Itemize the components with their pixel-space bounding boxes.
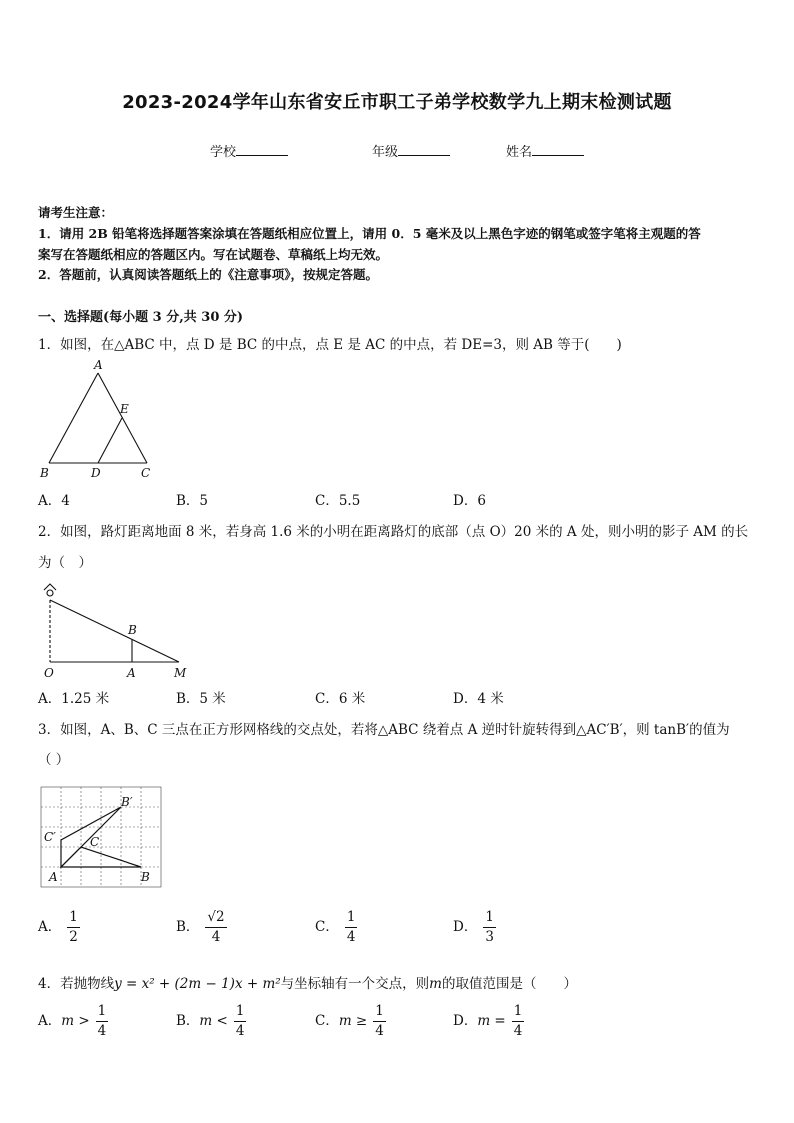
q4-option-d-fraction — [512, 1005, 525, 1038]
lamp-icon — [44, 584, 56, 590]
q3-option-c-num: 1 — [345, 911, 358, 928]
q3-option-d-den: 3 — [485, 928, 494, 945]
q3-label-c-prime: C′ — [44, 830, 56, 844]
question-1-figure — [36, 356, 166, 481]
school-label: 学校 — [210, 145, 237, 160]
q2-light-ray — [50, 600, 179, 662]
q1-segment-de — [98, 418, 122, 463]
q4-option-d-num: 1 — [512, 1005, 525, 1022]
q2-label-m: M — [174, 666, 187, 680]
question-3-figure — [36, 782, 166, 892]
q2-option-d[interactable]: D．4 米 — [453, 691, 504, 707]
q3-option-b-letter: B． — [176, 919, 200, 935]
q3-option-a[interactable] — [38, 911, 80, 944]
school-field — [210, 141, 288, 160]
q3-label-a: A — [49, 870, 58, 884]
q1-option-b[interactable]: B．5 — [176, 493, 209, 509]
q1-label-c: C — [141, 466, 151, 480]
notice-line-1: 1．请用 2B 铅笔将选择题答案涂填在答题纸相应位置上，请用 0．5 毫米及以上黑色字迹的钢笔或签字笔将主观题的答 — [38, 226, 701, 241]
q3-option-d[interactable] — [453, 911, 496, 944]
question-3-text-1: 3．如图，A、B、C 三点在正方形网格线的交点处，若将△ABC 绕着点 A 逆时针旋转得到△AC′B′，则 tanB′的值为 — [38, 722, 730, 738]
q3-label-b: B — [141, 870, 150, 884]
q3-option-b-num: √2 — [205, 911, 226, 928]
q4-formula: y = x² + (2m − 1)x + m² — [114, 976, 281, 992]
q4-option-b[interactable] — [176, 1005, 246, 1038]
grade-field — [372, 141, 450, 160]
q3-option-d-fraction — [483, 911, 496, 944]
q2-label-b: B — [128, 623, 137, 637]
q3-option-a-num: 1 — [67, 911, 80, 928]
lamp-bulb-icon — [47, 590, 53, 596]
q4-option-c-den: 4 — [375, 1022, 384, 1039]
q4-option-b-num: 1 — [234, 1005, 247, 1022]
q2-option-b[interactable]: B．5 米 — [176, 691, 226, 707]
q4-option-d-rel: m = — [477, 1013, 506, 1029]
q2-label-a: A — [127, 666, 136, 680]
q1-option-a[interactable]: A．4 — [38, 493, 70, 509]
q1-label-d: D — [91, 466, 101, 480]
q4-option-a-den: 4 — [97, 1022, 107, 1039]
q4-option-a-fraction — [96, 1005, 109, 1038]
school-blank[interactable] — [236, 143, 288, 156]
q4-option-a-rel: m > — [61, 1013, 90, 1029]
q4-option-c[interactable] — [315, 1005, 386, 1038]
page-title: 2023-2024学年山东省安丘市职工子弟学校数学九上期末检测试题 — [122, 92, 672, 113]
notice-line-2: 2．答题前，认真阅读答题纸上的《注意事项》，按规定答题。 — [38, 267, 378, 282]
q4-text-pre: 4．若抛物线 — [38, 976, 115, 992]
q4-option-d-letter: D． — [453, 1013, 478, 1029]
q4-option-d[interactable] — [453, 1005, 524, 1038]
q4-option-d-den: 4 — [513, 1022, 523, 1039]
q2-label-o: O — [44, 666, 54, 680]
q1-option-c[interactable]: C．5.5 — [315, 493, 361, 509]
name-field — [506, 141, 584, 160]
q3-option-d-letter: D． — [453, 919, 478, 935]
q4-option-c-rel: m ≥ — [338, 1013, 368, 1029]
name-blank[interactable] — [532, 143, 584, 156]
q4-text-post: 与坐标轴有一个交点，则 — [280, 976, 430, 992]
q2-option-a[interactable]: A．1.25 米 — [38, 691, 110, 707]
q4-var: m — [429, 976, 442, 992]
question-1-text: 1．如图，在△ABC 中，点 D 是 BC 的中点，点 E 是 AC 的中点，若 DE=3，则 AB 等于( ) — [38, 337, 622, 353]
q3-option-c-den: 4 — [346, 928, 356, 945]
q1-label-e: E — [120, 402, 129, 416]
q3-option-b[interactable] — [176, 911, 227, 944]
q4-option-c-letter: C． — [315, 1013, 339, 1029]
q4-option-b-den: 4 — [235, 1022, 245, 1039]
q3-label-b-prime: B′ — [121, 795, 133, 809]
q3-option-c[interactable] — [315, 911, 357, 944]
q4-option-c-num: 1 — [373, 1005, 386, 1022]
q1-option-d[interactable]: D．6 — [453, 493, 486, 509]
grade-label: 年级 — [372, 145, 399, 160]
q3-option-a-letter: A． — [38, 919, 62, 935]
q4-option-b-letter: B． — [176, 1013, 200, 1029]
q4-text-end: 的取值范围是（ ） — [441, 976, 577, 992]
question-3-text-2: （ ） — [38, 752, 70, 768]
q4-option-b-fraction — [234, 1005, 247, 1038]
q3-option-a-fraction — [67, 911, 80, 944]
question-2-text-1: 2．如图，路灯距离地面 8 米，若身高 1.6 米的小明在距离路灯的底部（点 O）20 米的 A 处，则小明的影子 AM 的长 — [38, 524, 749, 540]
q4-option-b-rel: m < — [199, 1013, 228, 1029]
q3-option-d-num: 1 — [483, 911, 496, 928]
section-heading: 一、选择题(每小题 3 分,共 30 分) — [38, 310, 244, 325]
q1-edge-ab — [49, 373, 98, 463]
grade-blank[interactable] — [398, 143, 450, 156]
notice-heading: 请考生注意： — [38, 205, 114, 220]
q3-option-c-fraction — [345, 911, 358, 944]
q3-option-b-fraction — [205, 911, 226, 944]
q4-option-a[interactable] — [38, 1005, 108, 1038]
q1-label-b: B — [40, 466, 49, 480]
question-2-figure — [34, 578, 194, 680]
q4-option-a-num: 1 — [96, 1005, 109, 1022]
question-2-text-2: 为（ ） — [38, 555, 92, 571]
notice-line-1b: 案写在答题纸相应的答题区内。写在试题卷、草稿纸上均无效。 — [38, 247, 389, 262]
q3-option-b-den: 4 — [211, 928, 221, 945]
question-4-text — [38, 972, 577, 992]
q1-label-a: A — [94, 358, 103, 372]
q4-option-c-fraction — [373, 1005, 386, 1038]
q2-option-c[interactable]: C．6 米 — [315, 691, 366, 707]
q3-option-c-letter: C． — [315, 919, 339, 935]
name-label: 姓名 — [506, 145, 533, 160]
q3-label-c: C — [90, 835, 100, 849]
q4-option-a-letter: A． — [38, 1013, 62, 1029]
q3-option-a-den: 2 — [69, 928, 78, 945]
